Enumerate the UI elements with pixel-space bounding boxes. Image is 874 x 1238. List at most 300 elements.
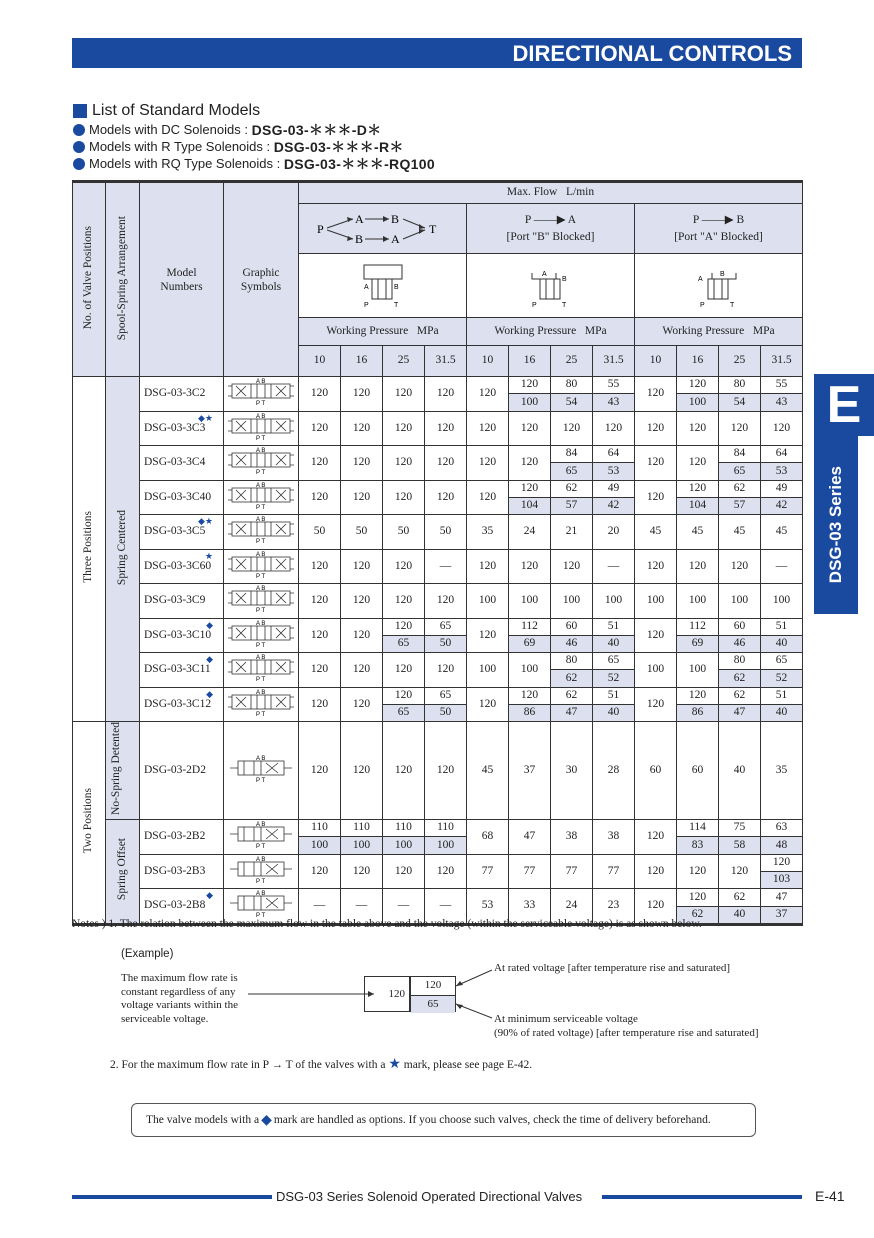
- model-number: DSG-03-3C12 ◆: [140, 687, 224, 722]
- flow-value: 77: [467, 854, 509, 889]
- option-mark-icon: ◆: [206, 890, 213, 900]
- flow-value: 120: [635, 820, 677, 855]
- flow-value: 120: [635, 411, 677, 446]
- flow-value-rated: 55: [761, 377, 803, 394]
- list-item: Models with DC Solenoids : DSG-03-＊＊＊-D＊: [73, 121, 435, 138]
- flow-value: 120: [341, 653, 383, 688]
- pressure-header: 25: [719, 346, 761, 377]
- flow-value-min: 42: [593, 497, 635, 514]
- table-row: [73, 618, 803, 635]
- flow-value-min: 40: [761, 635, 803, 652]
- flow-value: —: [425, 889, 467, 925]
- graphic-symbol: [224, 377, 299, 412]
- flow-value: 50: [383, 515, 425, 550]
- model-number: DSG-03-2B2: [140, 820, 224, 855]
- svg-text:A: A: [390, 231, 400, 246]
- flow-value-rated: 60: [719, 618, 761, 635]
- flow-value-rated: 110: [299, 820, 341, 837]
- table-row: [73, 653, 803, 670]
- max-flow-header: Max. Flow L/min: [299, 182, 803, 204]
- flow-value: 120: [551, 549, 593, 584]
- flow-value: 100: [677, 584, 719, 619]
- flow-value-min: 58: [719, 837, 761, 854]
- svg-text:B: B: [393, 283, 399, 291]
- flow-value-rated: 120: [383, 687, 425, 704]
- table-row: [73, 820, 803, 837]
- svg-text:A B: A B: [256, 379, 266, 385]
- table-row: [73, 480, 803, 497]
- flow-value: —: [425, 549, 467, 584]
- flow-value-rated: 62: [551, 480, 593, 497]
- pressure-header: 16: [677, 346, 719, 377]
- graphic-symbol: [224, 480, 299, 515]
- option-mark-icon: ★: [204, 550, 213, 561]
- table-row: [73, 687, 803, 704]
- flow-value: 120: [383, 653, 425, 688]
- graphic-symbol-icon: [226, 551, 296, 579]
- flow-value-min: 47: [719, 704, 761, 721]
- note-1: Notes ) 1. The relation between the maximum flow in the table above and the voltage (within the serviceable voltage) is as shown below.: [72, 918, 702, 930]
- flow-value-rated: 65: [593, 653, 635, 670]
- flow-value-min: 104: [509, 497, 551, 514]
- flow-value: 120: [467, 618, 509, 653]
- flow-value: —: [593, 549, 635, 584]
- flow-value: 100: [635, 653, 677, 688]
- side-tab: [814, 374, 874, 614]
- flow-value-min: 43: [593, 394, 635, 411]
- flow-value: 100: [551, 584, 593, 619]
- flow-value: 30: [551, 722, 593, 820]
- pressure-header: 16: [509, 346, 551, 377]
- flow-value-rated: 120: [383, 618, 425, 635]
- list-item: Models with R Type Solenoids : DSG-03-＊＊＊-R＊: [73, 138, 435, 155]
- svg-text:T: T: [729, 301, 734, 309]
- svg-text:P T: P T: [256, 711, 266, 717]
- flow-value: 38: [551, 820, 593, 855]
- flow-value: 120: [383, 722, 425, 820]
- flow-value-min: 62: [677, 906, 719, 924]
- flow-value: 120: [635, 549, 677, 584]
- graphic-symbol: [224, 446, 299, 481]
- valve-port-symbol-icon: [694, 259, 744, 309]
- flow-value-min: 86: [677, 704, 719, 721]
- flow-value-rated: 62: [551, 687, 593, 704]
- flow-group-p-to-b: P ——▶ B [Port "A" Blocked]: [635, 204, 803, 254]
- flow-value-rated: 60: [551, 618, 593, 635]
- table-row: [73, 411, 803, 428]
- group-spring-centered: Spring Centered: [106, 377, 140, 722]
- flow-value: 120: [509, 411, 551, 446]
- svg-text:B: B: [354, 231, 363, 246]
- flow-value-min: 100: [509, 394, 551, 411]
- flow-value: 77: [509, 854, 551, 889]
- flow-value: 100: [467, 584, 509, 619]
- flow-value: 45: [635, 515, 677, 550]
- flow-value: 120: [383, 549, 425, 584]
- model-number: DSG-03-3C5 ◆★: [140, 515, 224, 550]
- flow-value: 28: [593, 722, 635, 820]
- flow-value-rated: 47: [761, 889, 803, 907]
- flow-value: 50: [299, 515, 341, 550]
- svg-text:P T: P T: [256, 504, 266, 510]
- svg-text:P T: P T: [256, 470, 266, 475]
- pressure-header: 10: [299, 346, 341, 377]
- flow-value-min: 65: [383, 635, 425, 652]
- flow-value-min: 104: [677, 497, 719, 514]
- flow-value: 120: [467, 480, 509, 515]
- flow-value: 120: [719, 549, 761, 584]
- page-header-bar: [72, 38, 802, 68]
- flow-value: 45: [719, 515, 761, 550]
- flow-group-p-to-a: P ——▶ A [Port "B" Blocked]: [467, 204, 635, 254]
- flow-value-rated: 112: [509, 618, 551, 635]
- svg-text:A B: A B: [256, 517, 266, 523]
- flow-value-min: 50: [425, 635, 467, 652]
- flow-value: 77: [593, 854, 635, 889]
- flow-value: 45: [677, 515, 719, 550]
- flow-value-rated: 65: [761, 653, 803, 670]
- flow-value-min: 48: [761, 837, 803, 854]
- flow-value: 120: [635, 377, 677, 412]
- svg-text:P T: P T: [256, 677, 266, 682]
- svg-text:P T: P T: [256, 878, 266, 884]
- col-header-graphic: Graphic Symbols: [224, 182, 299, 377]
- flow-value: 120: [677, 854, 719, 889]
- graphic-symbol: [224, 549, 299, 584]
- flow-value-min: 50: [425, 704, 467, 721]
- model-number: DSG-03-3C11 ◆: [140, 653, 224, 688]
- list-item: Models with RQ Type Solenoids : DSG-03-＊＊＊-RQ100: [73, 155, 435, 172]
- flow-value-min: 52: [761, 670, 803, 687]
- option-mark-icon: ◆★: [198, 516, 213, 526]
- graphic-symbol: [224, 722, 299, 820]
- option-mark-icon: ◆: [206, 619, 213, 630]
- working-pressure-label: Working Pressure MPa: [635, 318, 803, 346]
- valve-port-symbol-icon: [526, 259, 576, 309]
- flow-value-min: 69: [509, 635, 551, 652]
- side-tab-letter: E: [814, 374, 874, 436]
- flow-value-min: 62: [719, 670, 761, 687]
- model-number: DSG-03-3C3 ◆★: [140, 411, 224, 446]
- flow-value-rated: 55: [593, 377, 635, 394]
- model-number: DSG-03-3C60 ★: [140, 549, 224, 584]
- footer-title: DSG-03 Series Solenoid Operated Directional Valves: [276, 1189, 583, 1204]
- flow-value-min: 53: [593, 463, 635, 480]
- flow-value: 68: [467, 820, 509, 855]
- svg-text:P: P: [699, 301, 705, 309]
- flow-value: 120: [509, 549, 551, 584]
- flow-value-rated: 120: [677, 889, 719, 907]
- flow-value: 120: [383, 480, 425, 515]
- svg-text:A: A: [541, 270, 547, 278]
- svg-text:A B: A B: [256, 586, 266, 592]
- flow-value: 24: [509, 515, 551, 550]
- symbol-b-blocked: [467, 254, 635, 318]
- flow-value-rated: 51: [593, 687, 635, 704]
- flow-value: 120: [635, 687, 677, 722]
- flow-value: 120: [299, 446, 341, 481]
- flow-value-rated: 65: [425, 687, 467, 704]
- flow-value-rated: 120: [677, 687, 719, 704]
- flow-value-rated: 63: [761, 820, 803, 837]
- flow-value-min: 62: [551, 670, 593, 687]
- pressure-header: 31.5: [761, 346, 803, 377]
- flow-value: 23: [593, 889, 635, 925]
- flow-value: 37: [509, 722, 551, 820]
- flow-value-min: 42: [761, 497, 803, 514]
- group-no-spring: No-Spring Detented: [106, 722, 140, 820]
- flow-value: 35: [761, 722, 803, 820]
- flow-value-min: 43: [761, 394, 803, 411]
- svg-text:A B: A B: [256, 689, 266, 696]
- graphic-symbol: [224, 820, 299, 855]
- flow-value: 60: [635, 722, 677, 820]
- pressure-header: 16: [341, 346, 383, 377]
- flow-value: 120: [299, 549, 341, 584]
- col-header-model: Model Numbers: [140, 182, 224, 377]
- flow-value: 120: [761, 411, 803, 446]
- svg-text:P T: P T: [256, 844, 266, 849]
- svg-text:A B: A B: [256, 655, 266, 661]
- flow-value: 100: [509, 653, 551, 688]
- svg-text:P T: P T: [256, 401, 266, 406]
- flow-value: 120: [341, 377, 383, 412]
- svg-text:A B: A B: [256, 620, 266, 627]
- col-header-valve-positions: No. of Valve Positions: [73, 182, 106, 377]
- pressure-header: 25: [383, 346, 425, 377]
- graphic-symbol: [224, 618, 299, 653]
- flow-value-min: 100: [677, 394, 719, 411]
- flow-value-min: 47: [551, 704, 593, 721]
- flow-value-min: 40: [593, 635, 635, 652]
- model-number: DSG-03-3C40: [140, 480, 224, 515]
- svg-text:A B: A B: [256, 482, 266, 489]
- flow-value: 120: [425, 653, 467, 688]
- flow-value: 120: [551, 411, 593, 446]
- flow-value: 120: [299, 653, 341, 688]
- graphic-symbol-icon: [226, 755, 296, 783]
- graphic-symbol: [224, 653, 299, 688]
- flow-value: 120: [299, 618, 341, 653]
- flow-value: 120: [719, 411, 761, 446]
- flow-value-min: 65: [719, 463, 761, 480]
- table-row: [73, 722, 803, 771]
- svg-text:A B: A B: [256, 413, 266, 420]
- star-icon: ★: [388, 1057, 401, 1072]
- flow-value: 120: [341, 411, 383, 446]
- svg-text:A: A: [697, 275, 703, 283]
- flow-value-min: 100: [425, 837, 467, 854]
- flow-value: 120: [383, 377, 425, 412]
- flow-value-min: 52: [593, 670, 635, 687]
- graphic-symbol-icon: [226, 413, 296, 441]
- svg-text:P T: P T: [256, 913, 266, 918]
- flow-value: 33: [509, 889, 551, 925]
- flow-value-rated: 120: [509, 377, 551, 394]
- flow-group-all-ports: [299, 204, 467, 254]
- flow-value: 120: [299, 411, 341, 446]
- model-number: DSG-03-2B8 ◆: [140, 889, 224, 925]
- flow-value: 120: [383, 584, 425, 619]
- flow-value-min: 40: [761, 704, 803, 721]
- flow-value: 120: [341, 687, 383, 722]
- flow-value-rated: 120: [509, 480, 551, 497]
- flow-value: 100: [677, 653, 719, 688]
- model-number: DSG-03-3C9: [140, 584, 224, 619]
- flow-value: 60: [677, 722, 719, 820]
- flow-value: 47: [509, 820, 551, 855]
- flow-value: 120: [635, 854, 677, 889]
- table-row: [73, 584, 803, 601]
- flow-value-rated: 80: [719, 377, 761, 394]
- circle-bullet-icon: [73, 141, 85, 153]
- flow-value: 120: [677, 549, 719, 584]
- svg-text:A B: A B: [256, 755, 266, 762]
- flow-value: 120: [635, 618, 677, 653]
- svg-text:P T: P T: [256, 642, 266, 648]
- diamond-icon: ◆: [261, 1112, 272, 1128]
- flow-value: 77: [551, 854, 593, 889]
- flow-value-rated: 51: [761, 618, 803, 635]
- pressure-header: 31.5: [425, 346, 467, 377]
- option-mark-icon: ◆★: [198, 412, 213, 423]
- svg-text:A B: A B: [256, 822, 266, 828]
- flow-value-rated: 114: [677, 820, 719, 837]
- flow-value-min: 65: [551, 463, 593, 480]
- page-number: E-41: [815, 1188, 845, 1204]
- flow-value: 100: [509, 584, 551, 619]
- flow-value-min: 103: [761, 871, 803, 888]
- flow-value-min: 40: [719, 906, 761, 924]
- circle-bullet-icon: [73, 124, 85, 136]
- model-number: DSG-03-2D2: [140, 722, 224, 820]
- flow-value: 45: [467, 722, 509, 820]
- flow-value: 120: [299, 722, 341, 820]
- svg-text:P: P: [316, 221, 324, 236]
- flow-value: 21: [551, 515, 593, 550]
- svg-text:P T: P T: [256, 608, 266, 613]
- flow-value: 120: [341, 480, 383, 515]
- flow-value: 100: [761, 584, 803, 619]
- svg-text:A B: A B: [256, 448, 266, 454]
- model-number: DSG-03-3C10 ◆: [140, 618, 224, 653]
- example-description: The maximum flow rate is constant regardless of any voltage variants within the serviceable voltage.: [121, 972, 238, 1025]
- flow-value-min: 40: [593, 704, 635, 721]
- example-title: (Example): [121, 948, 174, 960]
- flow-value: 120: [299, 584, 341, 619]
- flow-value-min: 54: [551, 394, 593, 411]
- pressure-header: 25: [551, 346, 593, 377]
- svg-text:B: B: [390, 211, 399, 226]
- flow-value: 100: [719, 584, 761, 619]
- flow-value-rated: 49: [593, 480, 635, 497]
- flow-value-rated: 65: [425, 618, 467, 635]
- flow-value-min: 46: [719, 635, 761, 652]
- graphic-symbol-icon: [226, 890, 296, 918]
- flow-value-min: 46: [551, 635, 593, 652]
- footer: [72, 1188, 802, 1206]
- flow-value-rated: 51: [761, 687, 803, 704]
- svg-text:A B: A B: [256, 856, 266, 863]
- svg-text:P T: P T: [256, 435, 266, 441]
- flow-value-min: 53: [761, 463, 803, 480]
- graphic-symbol-icon: [226, 821, 296, 849]
- flow-value: 120: [635, 446, 677, 481]
- group-spring-offset: Spring Offset: [106, 820, 140, 925]
- flow-value-min: 57: [719, 497, 761, 514]
- flow-value-rated: 120: [677, 480, 719, 497]
- svg-text:B: B: [719, 270, 725, 278]
- graphic-symbol: [224, 687, 299, 722]
- svg-text:P: P: [363, 301, 369, 309]
- flow-value-rated: 51: [593, 618, 635, 635]
- graphic-symbol: [224, 584, 299, 619]
- flow-value: 120: [467, 446, 509, 481]
- annotation-rated-voltage: At rated voltage [after temperature rise and saturated]: [494, 962, 731, 974]
- flow-value: 120: [299, 687, 341, 722]
- flow-value: 120: [425, 377, 467, 412]
- circle-bullet-icon: [73, 158, 85, 170]
- example-flow-box: 120 65: [410, 976, 456, 1012]
- flow-value-min: 57: [551, 497, 593, 514]
- graphic-symbol-icon: [226, 378, 296, 406]
- flow-value-min: 100: [383, 837, 425, 854]
- flow-value: 120: [341, 584, 383, 619]
- standard-models-table: [72, 180, 803, 926]
- svg-text:T: T: [561, 301, 566, 309]
- note-2: 2. For the maximum flow rate in P → T of the valves with a ★ mark, please see page E-42.: [110, 1057, 533, 1072]
- graphic-symbol-icon: [226, 689, 296, 717]
- svg-text:P T: P T: [256, 539, 266, 544]
- flow-value: 120: [425, 722, 467, 820]
- flow-path-diagram: [303, 207, 463, 247]
- svg-text:A B: A B: [256, 551, 266, 558]
- svg-text:T: T: [428, 221, 436, 236]
- svg-text:B: B: [561, 275, 567, 283]
- flow-value-min: 100: [341, 837, 383, 854]
- flow-value-min: 86: [509, 704, 551, 721]
- flow-value: —: [341, 889, 383, 925]
- flow-value: 120: [341, 854, 383, 889]
- flow-value-rated: 64: [761, 446, 803, 463]
- flow-value: 45: [761, 515, 803, 550]
- group-two-positions: Two Positions: [73, 722, 106, 925]
- symbol-a-blocked: [635, 254, 803, 318]
- table-row: [73, 889, 803, 907]
- table-row: [73, 377, 803, 394]
- flow-value: —: [761, 549, 803, 584]
- working-pressure-label: Working Pressure MPa: [467, 318, 635, 346]
- flow-value: 120: [425, 854, 467, 889]
- flow-value-min: 100: [299, 837, 341, 854]
- flow-value: 120: [467, 411, 509, 446]
- graphic-symbol: [224, 515, 299, 550]
- flow-value: 38: [593, 820, 635, 855]
- flow-value: 120: [383, 411, 425, 446]
- flow-value-rated: 110: [383, 820, 425, 837]
- flow-value: 50: [425, 515, 467, 550]
- option-mark-icon: ◆: [206, 654, 213, 664]
- flow-value-rated: 120: [509, 687, 551, 704]
- flow-value: 100: [635, 584, 677, 619]
- model-number: DSG-03-3C2: [140, 377, 224, 412]
- flow-value: 120: [719, 854, 761, 889]
- flow-value: 120: [425, 411, 467, 446]
- model-number: DSG-03-3C4: [140, 446, 224, 481]
- flow-value: 35: [467, 515, 509, 550]
- flow-value-min: 54: [719, 394, 761, 411]
- flow-value: 120: [425, 446, 467, 481]
